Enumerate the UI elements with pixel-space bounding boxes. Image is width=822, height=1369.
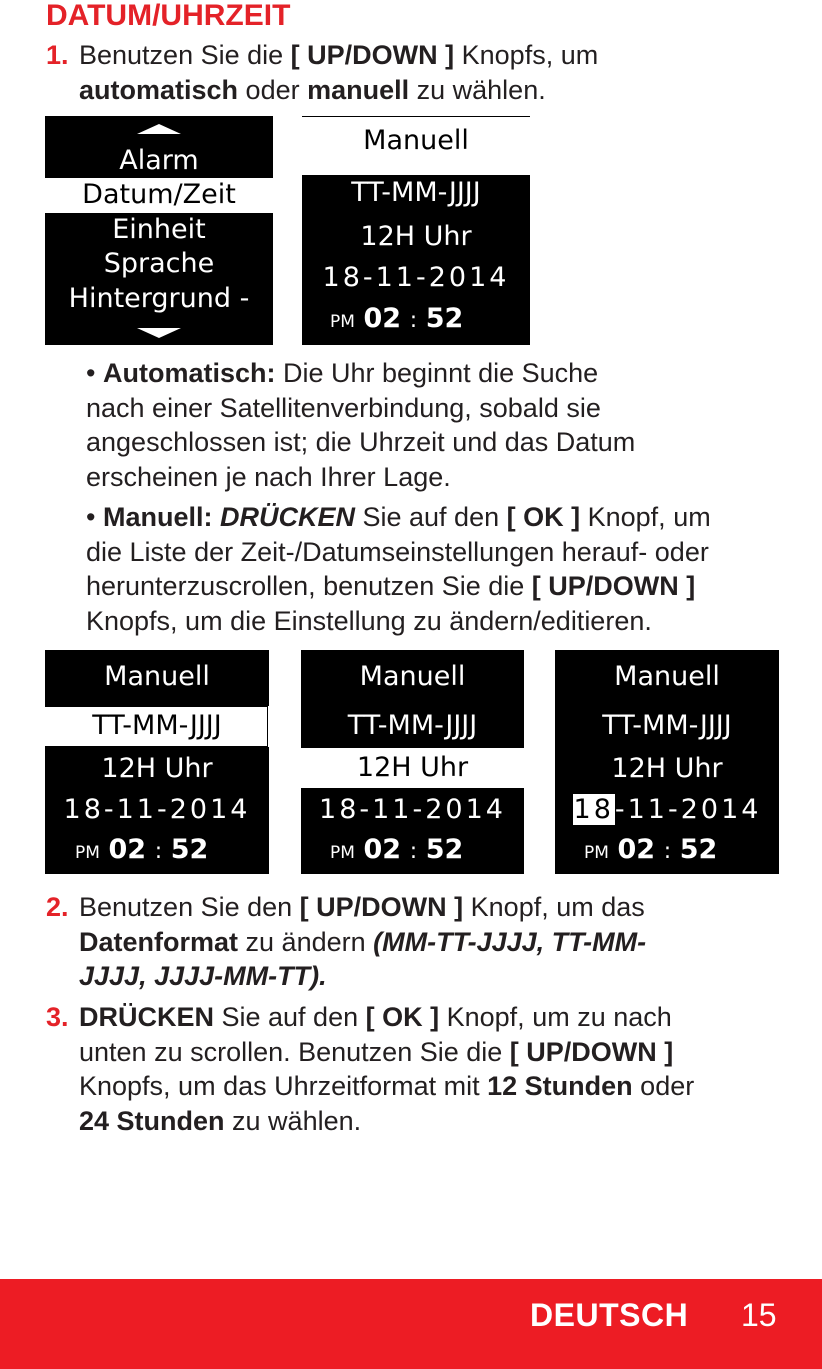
hour-value: 02 — [108, 834, 147, 865]
hour-value: 02 — [617, 834, 656, 865]
time-separator: : — [154, 839, 163, 864]
bullet-text: herunterzuscrollen, benutzen Sie die — [86, 571, 532, 601]
time-separator: : — [409, 839, 418, 864]
menu-item-hintergrund: Hintergrund - — [68, 283, 250, 314]
bullet-label-manuell: Manuell: — [102, 502, 213, 532]
bullet-text: Knopfs, um die Einstellung zu ändern/editieren. — [86, 605, 652, 636]
date-format: TT-MM-JJJJ — [92, 710, 222, 741]
date-value: 18-11-2014 — [322, 262, 510, 293]
step-3-text: zu wählen. — [224, 1105, 362, 1136]
step-3-text: oder — [632, 1071, 695, 1101]
clock-format: 12H Uhr — [611, 753, 723, 784]
step-1-text: zu wählen. — [409, 74, 546, 105]
format-options: (MM-TT-JJJJ, TT-MM- — [373, 926, 647, 957]
pm-indicator: PM — [330, 843, 355, 863]
manuell-header: Manuell — [614, 661, 720, 692]
pm-indicator: PM — [584, 843, 609, 863]
bullet-text: die Liste der Zeit-/Datumseinstellungen herauf- oder — [86, 536, 709, 567]
time-value — [330, 833, 463, 870]
footer-bar — [0, 1279, 822, 1369]
hour-value: 02 — [363, 303, 402, 334]
pm-indicator: PM — [75, 843, 100, 863]
step-1-text: Knopfs, um — [454, 40, 599, 70]
hour-value: 02 — [363, 834, 402, 865]
page-number: 15 — [741, 1297, 777, 1333]
step-2-text: zu ändern — [238, 926, 374, 957]
bullet-label-automatisch: Automatisch: — [102, 358, 276, 388]
bullet-text: Knopf, um — [580, 502, 711, 532]
up-down-key-label: [ UP/DOWN ] — [531, 571, 696, 601]
press-label: DRÜCKEN — [79, 1002, 214, 1032]
manuell-header: Manuell — [104, 661, 210, 692]
bullet-dot: • — [86, 502, 103, 532]
time-separator: : — [409, 308, 418, 333]
up-down-key-label: [ UP/DOWN ] — [299, 892, 464, 922]
date-format: TT-MM-JJJJ — [351, 177, 481, 208]
date-format: TT-MM-JJJJ — [347, 710, 478, 741]
step-3-text: Knopfs, um das Uhrzeitformat mit — [79, 1071, 488, 1101]
step-3-text: Sie auf den — [214, 1002, 366, 1032]
date-format: TT-MM-JJJJ — [602, 710, 732, 741]
step-1-number: 1. — [46, 40, 69, 70]
bullet-text: Die Uhr beginnt die Suche — [275, 358, 599, 388]
bullet-dot: • — [86, 358, 103, 388]
step-2-text: Knopf, um das — [463, 892, 645, 922]
step-2-text: Benutzen Sie den — [79, 892, 300, 922]
step-2-number: 2. — [46, 892, 69, 922]
clock-format: 12H Uhr — [101, 753, 213, 784]
manuell-header: Manuell — [359, 661, 466, 692]
ok-key-label: [ OK ] — [365, 1002, 440, 1032]
minute-value: 52 — [425, 834, 464, 865]
date-day-highlight: 18 — [573, 794, 614, 825]
up-down-key-label: [ UP/DOWN ] — [290, 40, 455, 70]
menu-item-datum-zeit: Datum/Zeit — [82, 179, 236, 210]
pm-indicator: PM — [330, 312, 355, 332]
time-separator: : — [663, 839, 672, 864]
datenformat-label: Datenformat — [79, 926, 239, 957]
date-value: 18-11-2014 — [319, 794, 506, 825]
option-manuell: manuell — [307, 74, 410, 105]
menu-item-sprache: Sprache — [103, 248, 215, 279]
bullet-automatisch — [86, 356, 806, 494]
minute-value: 52 — [679, 834, 718, 865]
manuell-header: Manuell — [363, 125, 469, 156]
bullet-text: nach einer Satellitenverbindung, sobald sie — [86, 392, 601, 423]
step-1-text: oder — [238, 74, 308, 105]
date-value — [555, 793, 779, 827]
option-24-stunden: 24 Stunden — [79, 1105, 225, 1136]
time-value — [330, 302, 463, 339]
step-2 — [46, 890, 806, 1000]
minute-value: 52 — [170, 834, 209, 865]
menu-item-alarm: Alarm — [119, 145, 199, 176]
press-label: DRÜCKEN — [220, 502, 355, 532]
step-3 — [46, 1000, 806, 1145]
step-3-text: Knopf, um zu nach — [439, 1002, 672, 1032]
manuell-screen-2 — [45, 650, 269, 874]
step-3-number: 3. — [46, 1002, 69, 1032]
bullet-manuell — [86, 500, 806, 638]
clock-format: 12H Uhr — [360, 221, 472, 252]
screen-top-border — [302, 116, 530, 117]
scroll-down-icon — [137, 328, 181, 338]
time-value — [75, 833, 208, 870]
scroll-up-icon — [137, 124, 181, 134]
up-down-key-label: [ UP/DOWN ] — [509, 1036, 674, 1067]
manuell-screen-3 — [301, 650, 524, 874]
format-options: JJJJ, JJJJ-MM-TT). — [79, 961, 327, 991]
section-title: DATUM/UHRZEIT — [46, 0, 291, 32]
bullet-text: angeschlossen ist; die Uhrzeit und das Datum — [86, 427, 636, 457]
bullet-text: erscheinen je nach Ihrer Lage. — [86, 461, 451, 492]
language-label: DEUTSCH — [530, 1297, 689, 1333]
time-value — [584, 833, 717, 870]
minute-value: 52 — [425, 303, 464, 334]
ok-key-label: [ OK ] — [506, 502, 581, 532]
date-value: 18-11-2014 — [63, 794, 251, 825]
manuell-screen-4 — [555, 650, 779, 874]
menu-screen — [45, 116, 273, 345]
step-1-text: Benutzen Sie die — [79, 40, 291, 70]
bullet-text: Sie auf den — [355, 502, 507, 532]
manuell-screen-1 — [302, 116, 530, 345]
option-automatisch: automatisch — [79, 74, 239, 105]
clock-format: 12H Uhr — [356, 752, 469, 783]
option-12-stunden: 12 Stunden — [487, 1071, 633, 1101]
step-3-text: unten zu scrollen. Benutzen Sie die — [79, 1036, 510, 1067]
menu-item-einheit: Einheit — [112, 214, 206, 245]
date-rest: -11-2014 — [614, 794, 762, 825]
